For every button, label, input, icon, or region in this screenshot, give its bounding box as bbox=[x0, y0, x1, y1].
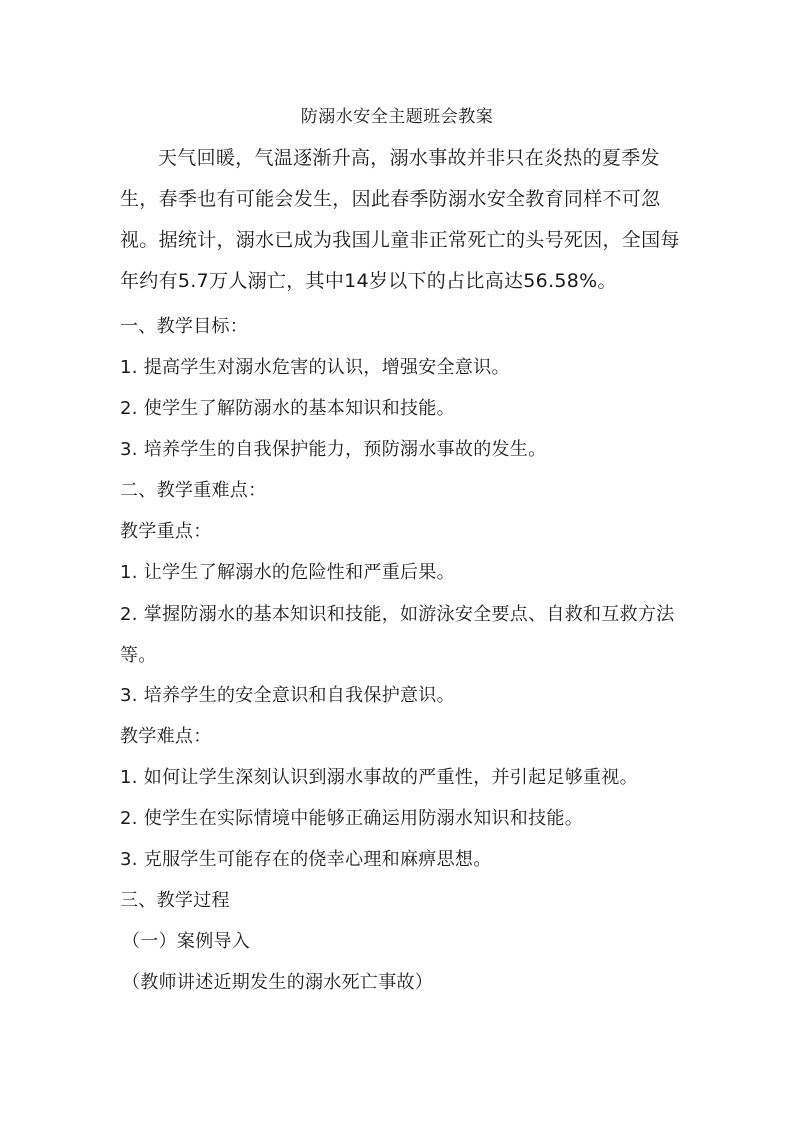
difficulty-item-2: 2. 使学生在实际情境中能够正确运用防溺水知识和技能。 bbox=[120, 808, 583, 829]
objective-item-3: 3. 培养学生的自我保护能力，预防溺水事故的发生。 bbox=[120, 439, 547, 460]
difficulty-item-1: 1. 如何让学生深刻认识到溺水事故的严重性，并引起足够重视。 bbox=[120, 767, 638, 788]
objective-item-2: 2. 使学生了解防溺水的基本知识和技能。 bbox=[120, 398, 455, 419]
difficulty-item-3: 3. 克服学生可能存在的侥幸心理和麻痹思想。 bbox=[120, 849, 492, 870]
intro-paragraph: 天气回暖，气温逐渐升高，溺水事故并非只在炎热的夏季发生，春季也有可能会发生，因此春季防溺水安全教育同样不可忽视。据统计，溺水已成为我国儿童非正常死亡的头号死因，全国每年约有5.7万人溺亡，其中14岁以下的占比高达56.58%。 bbox=[120, 147, 680, 292]
key-point-item-2: 2. 掌握防溺水的基本知识和技能，如游泳安全要点、自救和互救方法等。 bbox=[120, 604, 675, 666]
document-title: 防溺水安全主题班会教案 bbox=[300, 107, 494, 127]
case-intro-note: （教师讲述近期发生的溺水死亡事故） bbox=[122, 972, 434, 993]
key-points-heading: 教学重点： bbox=[120, 521, 212, 542]
section-heading-objectives: 一、教学目标： bbox=[120, 316, 249, 337]
objective-item-1: 1. 提高学生对溺水危害的认识，增强安全意识。 bbox=[120, 357, 510, 378]
subsection-case-intro: （一）案例导入 bbox=[122, 931, 251, 952]
section-heading-key-difficulties: 二、教学重难点： bbox=[120, 480, 267, 501]
difficulties-heading: 教学难点： bbox=[120, 726, 212, 747]
key-point-item-1: 1. 让学生了解溺水的危险性和严重后果。 bbox=[120, 562, 455, 583]
key-point-item-3: 3. 培养学生的安全意识和自我保护意识。 bbox=[120, 685, 455, 706]
section-heading-process: 三、教学过程 bbox=[120, 890, 230, 911]
